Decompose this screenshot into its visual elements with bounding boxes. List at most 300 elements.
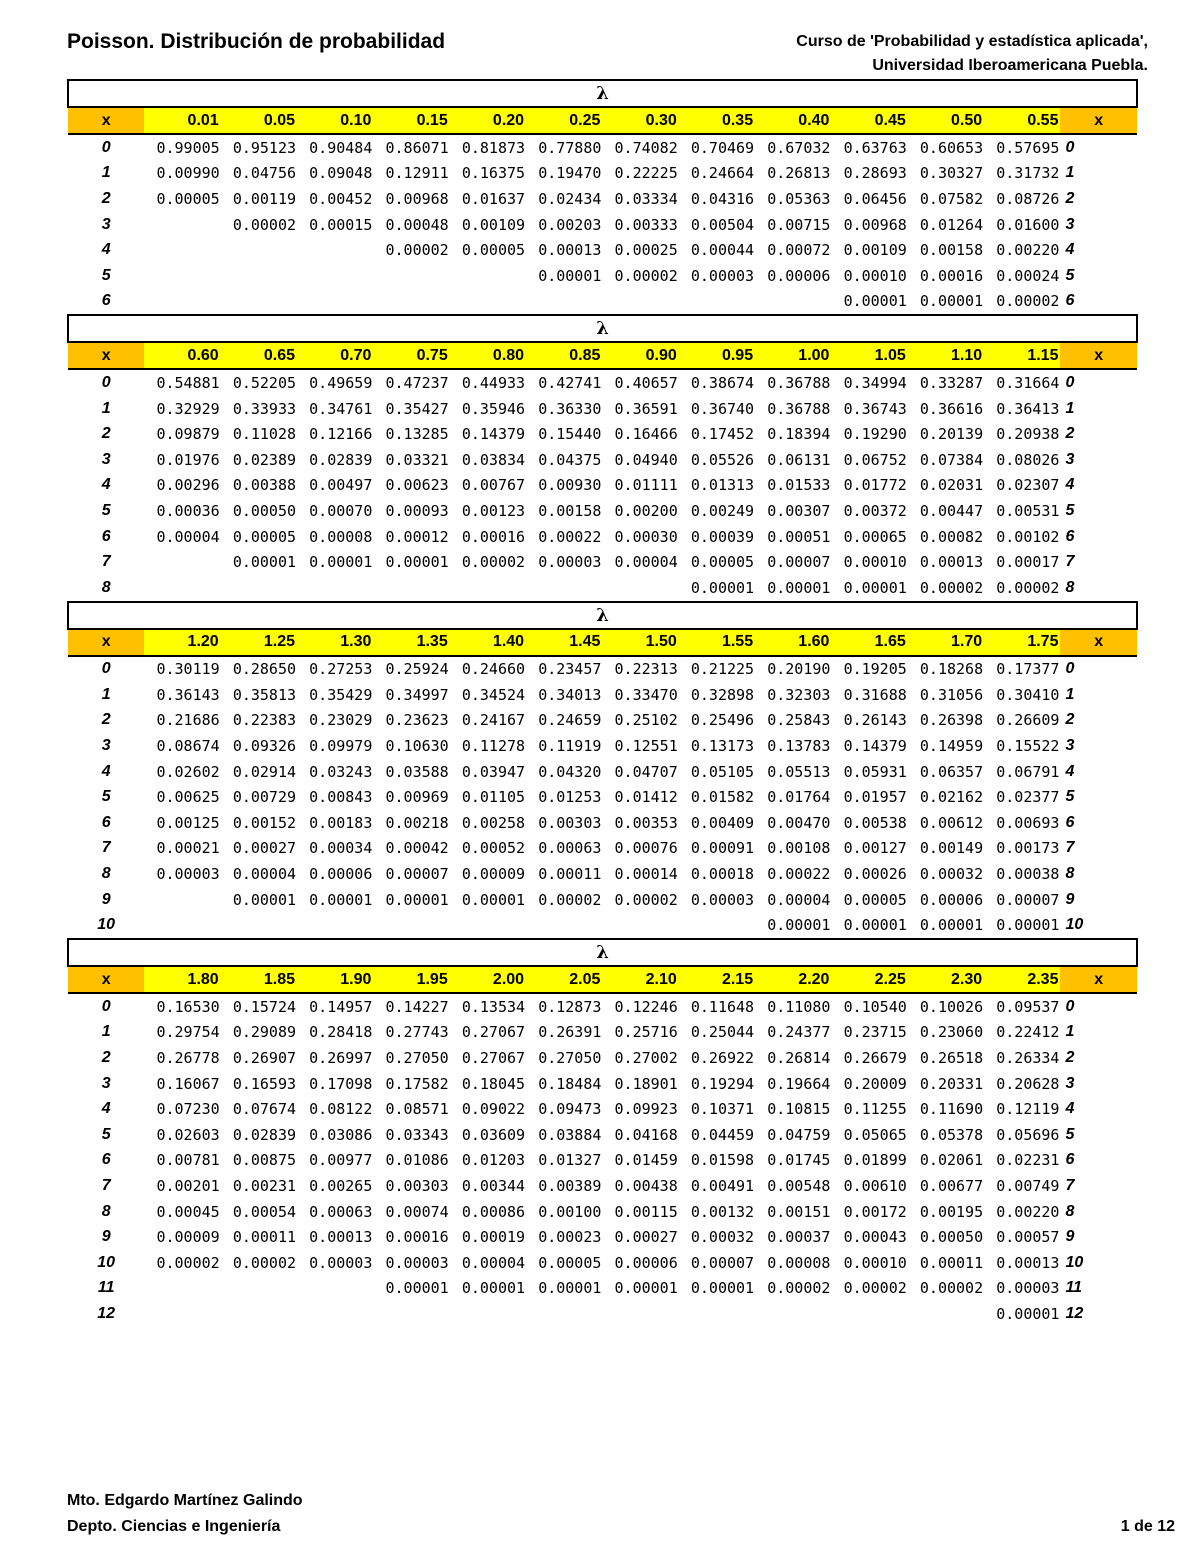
x-value: 9 [101,1228,111,1246]
probability-cell [221,237,297,263]
probability-cell: 0.00091 [690,839,755,858]
probability-cell: 0.00050 [232,501,297,520]
probability-cell: 0.00875 [232,1151,297,1170]
probability-cell: 0.04707 [614,762,678,781]
lambda-value: 0.65 [221,342,297,369]
probability-cell: 0.00008 [309,527,373,546]
probability-cell: 0.16466 [614,425,678,444]
probability-cell: 0.00183 [309,813,373,832]
x-value: 4 [1065,762,1075,780]
x-value: 0 [1065,997,1075,1015]
lambda-value: 1.40 [450,629,526,656]
probability-cell: 0.11648 [690,997,755,1016]
probability-cell: 0.04320 [538,762,602,781]
probability-cell [297,912,373,938]
probability-cell: 0.02602 [156,762,220,781]
probability-cell: 0.00010 [843,553,907,572]
probability-cell: 0.24660 [461,660,526,679]
lambda-value: 1.05 [831,342,907,369]
probability-cell: 0.29089 [232,1023,297,1042]
probability-cell: 0.00538 [843,813,907,832]
poisson-table [67,314,1138,600]
lambda-value: 0.60 [144,342,220,369]
table-row [68,575,1137,601]
probability-cell: 0.00002 [614,890,678,909]
probability-cell: 0.00001 [232,553,297,572]
probability-cell [450,289,526,315]
probability-cell: 0.00019 [461,1228,526,1247]
probability-cell: 0.20190 [767,660,831,679]
probability-cell: 0.00968 [385,189,449,208]
table-row [68,1020,1137,1046]
x-value: 1 [101,1023,111,1041]
probability-cell: 0.12119 [996,1100,1060,1119]
lambda-value: 1.60 [755,629,831,656]
probability-cell: 0.00093 [385,501,449,520]
probability-cell: 0.00491 [690,1176,755,1195]
probability-cell: 0.00007 [385,865,449,884]
probability-cell: 0.00005 [538,1253,602,1272]
probability-cell: 0.00006 [309,865,373,884]
x-value: 2 [1065,189,1075,207]
probability-cell: 0.00007 [767,553,831,572]
probability-cell: 0.09537 [996,997,1060,1016]
probability-cell: 0.81873 [461,138,526,157]
probability-cell: 0.00001 [767,916,831,935]
table-row [68,396,1137,422]
probability-cell: 0.26143 [843,711,907,730]
probability-cell [373,263,449,289]
lambda-value: 2.00 [450,966,526,993]
probability-cell: 0.02389 [232,450,297,469]
probability-cell: 0.00409 [690,813,755,832]
probability-cell: 0.00173 [996,839,1060,858]
probability-cell [144,887,220,913]
probability-cell [526,575,602,601]
probability-cell: 0.00004 [614,553,678,572]
probability-cell: 0.24377 [767,1023,831,1042]
probability-cell: 0.00195 [919,1202,984,1221]
probability-cell: 0.00016 [461,527,526,546]
probability-cell: 0.00109 [843,241,907,260]
lambda-value: 0.80 [450,342,526,369]
probability-cell: 0.00002 [996,578,1060,597]
probability-cell: 0.13534 [461,997,526,1016]
probability-cell [144,1301,220,1327]
probability-cell: 0.36788 [767,399,831,418]
probability-cell: 0.00004 [767,890,831,909]
probability-cell: 0.02839 [232,1125,297,1144]
probability-cell: 0.08674 [156,737,220,756]
probability-cell: 0.12246 [614,997,678,1016]
probability-cell: 0.00074 [385,1202,449,1221]
probability-cell: 0.00039 [690,527,755,546]
lambda-value: 1.00 [755,342,831,369]
table-row [68,134,1137,161]
probability-cell [144,263,220,289]
x-value: 8 [101,1202,111,1220]
probability-cell: 0.00307 [767,501,831,520]
probability-cell: 0.01899 [843,1151,907,1170]
probability-cell [373,912,449,938]
probability-cell: 0.00003 [690,890,755,909]
table-row [68,1199,1137,1225]
probability-cell: 0.00063 [309,1202,373,1221]
probability-cell: 0.00172 [843,1202,907,1221]
probability-cell: 0.22383 [232,711,297,730]
x-value: 6 [1065,292,1075,310]
probability-cell: 0.00715 [767,215,831,234]
lambda-value: 0.40 [755,107,831,134]
x-value: 2 [1065,1049,1075,1067]
page-title: Poisson. Distribución de probabilidad [67,30,446,53]
probability-cell: 0.19290 [843,425,907,444]
probability-cell: 0.00438 [614,1176,678,1195]
lambda-value: 2.10 [602,966,678,993]
probability-cell: 0.00016 [919,266,984,285]
probability-cell [297,575,373,601]
table-row [68,656,1137,683]
probability-cell: 0.03334 [614,189,678,208]
probability-cell: 0.00054 [232,1202,297,1221]
x-value: 7 [1065,553,1075,571]
probability-cell: 0.00034 [309,839,373,858]
probability-cell: 0.00158 [538,501,602,520]
probability-cell: 0.30327 [919,164,984,183]
probability-cell: 0.00032 [690,1228,755,1247]
probability-cell: 0.04375 [538,450,602,469]
probability-cell: 0.04759 [767,1125,831,1144]
probability-cell: 0.44933 [461,373,526,392]
probability-cell: 0.12166 [309,425,373,444]
probability-cell: 0.26679 [843,1049,907,1068]
x-value: 0 [1065,373,1075,391]
x-value: 4 [1065,476,1075,494]
x-value: 1 [1065,685,1075,703]
probability-cell: 0.00044 [690,241,755,260]
probability-cell: 0.28418 [309,1023,373,1042]
table-row [68,289,1137,315]
poisson-table [67,938,1138,1327]
probability-cell: 0.00001 [843,578,907,597]
x-value: 7 [101,1176,111,1194]
probability-cell: 0.16530 [156,997,220,1016]
probability-cell: 0.14959 [919,737,984,756]
probability-cell: 0.00013 [996,1253,1060,1272]
probability-cell [297,289,373,315]
probability-cell: 0.05065 [843,1125,907,1144]
probability-cell: 0.34997 [385,685,449,704]
probability-cell: 0.00009 [156,1228,220,1247]
probability-cell: 0.00017 [996,553,1060,572]
table-row [68,1224,1137,1250]
probability-cell: 0.00001 [690,1279,755,1298]
x-value: 4 [101,241,111,259]
probability-cell: 0.00011 [538,865,602,884]
probability-cell [297,237,373,263]
x-value: 0 [101,997,111,1015]
x-value: 7 [1065,839,1075,857]
x-value: 10 [1065,916,1084,934]
probability-cell: 0.01637 [461,189,526,208]
probability-cell: 0.00729 [232,788,297,807]
lambda-value: 1.85 [221,966,297,993]
x-value: 1 [1065,1023,1075,1041]
lambda-value: 2.35 [984,966,1060,993]
probability-cell: 0.00001 [385,553,449,572]
probability-cell: 0.00003 [309,1253,373,1272]
x-value: 6 [101,1151,111,1169]
probability-cell: 0.00470 [767,813,831,832]
probability-cell: 0.00002 [232,215,297,234]
probability-cell: 0.00002 [919,1279,984,1298]
lambda-header: λ [68,602,1137,629]
probability-cell [526,1301,602,1327]
probability-cell: 0.00086 [461,1202,526,1221]
lambda-value: 1.20 [144,629,220,656]
x-value: 4 [101,1100,111,1118]
probability-cell [221,912,297,938]
probability-cell: 0.05696 [996,1125,1060,1144]
table-row [68,447,1137,473]
table-row [68,993,1137,1020]
probability-cell: 0.00008 [767,1253,831,1272]
x-value: 5 [1065,788,1075,806]
probability-cell: 0.13285 [385,425,449,444]
probability-cell: 0.01105 [461,788,526,807]
table-row [68,759,1137,785]
probability-cell: 0.00001 [919,916,984,935]
probability-cell: 0.00001 [538,266,602,285]
lambda-value: 0.01 [144,107,220,134]
x-value: 4 [1065,1100,1075,1118]
lambda-value: 1.65 [831,629,907,656]
probability-cell: 0.22412 [996,1023,1060,1042]
probability-cell: 0.05931 [843,762,907,781]
probability-cell: 0.07384 [919,450,984,469]
probability-cell [221,1301,297,1327]
probability-cell: 0.01313 [690,476,755,495]
probability-cell: 0.00072 [767,241,831,260]
probability-cell: 0.00102 [996,527,1060,546]
probability-cell: 0.03321 [385,450,449,469]
probability-cell [221,1276,297,1302]
table-row [68,186,1137,212]
probability-cell: 0.00005 [461,241,526,260]
probability-cell: 0.00006 [767,266,831,285]
probability-cell: 0.08122 [309,1100,373,1119]
lambda-value: 0.45 [831,107,907,134]
lambda-header: λ [68,315,1137,342]
x-value: 8 [1065,1202,1075,1220]
table-row [68,524,1137,550]
lambda-value: 0.15 [373,107,449,134]
probability-cell: 0.17582 [385,1074,449,1093]
probability-cell: 0.18268 [919,660,984,679]
probability-cell: 0.20628 [996,1074,1060,1093]
probability-cell: 0.99005 [156,138,220,157]
probability-cell: 0.22225 [614,164,678,183]
probability-cell: 0.20009 [843,1074,907,1093]
x-value: 3 [1065,450,1075,468]
probability-cell: 0.08026 [996,450,1060,469]
probability-cell: 0.00002 [843,1279,907,1298]
probability-cell: 0.05378 [919,1125,984,1144]
table-row [68,784,1137,810]
probability-cell: 0.00025 [614,241,678,260]
probability-cell: 0.04168 [614,1125,678,1144]
probability-cell: 0.00123 [461,501,526,520]
probability-cell: 0.00052 [461,839,526,858]
probability-cell: 0.00108 [767,839,831,858]
x-value: 10 [1065,1253,1084,1271]
probability-cell: 0.00004 [156,527,220,546]
lambda-value: 1.10 [908,342,984,369]
probability-cell: 0.02231 [996,1151,1060,1170]
probability-cell: 0.00032 [919,865,984,884]
probability-cell: 0.00013 [538,241,602,260]
probability-cell: 0.00303 [538,813,602,832]
probability-cell [221,575,297,601]
probability-cell: 0.00022 [538,527,602,546]
probability-cell [450,1301,526,1327]
probability-cell: 0.02839 [309,450,373,469]
probability-cell: 0.00447 [919,501,984,520]
probability-cell: 0.00201 [156,1176,220,1195]
probability-cell: 0.00265 [309,1176,373,1195]
x-value: 3 [1065,737,1075,755]
probability-cell: 0.00005 [843,890,907,909]
probability-cell: 0.00001 [767,578,831,597]
x-value: 5 [101,788,111,806]
lambda-value: 0.05 [221,107,297,134]
probability-cell: 0.04756 [232,164,297,183]
probability-cell: 0.01764 [767,788,831,807]
x-header: x [68,629,144,656]
probability-cell: 0.35946 [461,399,526,418]
probability-cell [755,1301,831,1327]
x-value: 8 [101,578,111,596]
probability-cell: 0.00012 [385,527,449,546]
probability-cell: 0.49659 [309,373,373,392]
probability-cell: 0.10815 [767,1100,831,1119]
x-value: 3 [101,450,111,468]
x-value: 3 [101,737,111,755]
probability-cell: 0.32898 [690,685,755,704]
probability-cell: 0.23623 [385,711,449,730]
probability-cell: 0.26922 [690,1049,755,1068]
probability-cell: 0.00010 [843,1253,907,1272]
x-value: 7 [101,553,111,571]
lambda-value: 0.85 [526,342,602,369]
probability-cell: 0.00048 [385,215,449,234]
probability-cell: 0.00005 [232,527,297,546]
probability-cell [221,263,297,289]
probability-cell: 0.00001 [919,292,984,311]
probability-cell: 0.03086 [309,1125,373,1144]
probability-cell: 0.36616 [919,399,984,418]
probability-cell: 0.54881 [156,373,220,392]
probability-cell: 0.00002 [614,266,678,285]
probability-cell: 0.17452 [690,425,755,444]
x-value: 10 [97,916,116,934]
probability-cell: 0.00013 [919,553,984,572]
probability-cell: 0.00065 [843,527,907,546]
x-value: 4 [101,476,111,494]
probability-cell: 0.00218 [385,813,449,832]
probability-cell: 0.00303 [385,1176,449,1195]
probability-cell: 0.00027 [232,839,297,858]
table-row [68,1071,1137,1097]
probability-cell [373,575,449,601]
probability-cell: 0.00452 [309,189,373,208]
table-row [68,421,1137,447]
probability-cell: 0.00548 [767,1176,831,1195]
probability-cell: 0.02307 [996,476,1060,495]
page-number: 1 de 12 [1120,1518,1175,1535]
probability-cell: 0.00296 [156,476,220,495]
probability-cell: 0.08571 [385,1100,449,1119]
course-name: Curso de 'Probabilidad y estadística aplicada', [796,33,1148,50]
probability-cell: 0.26907 [232,1049,297,1068]
probability-cell: 0.33933 [232,399,297,418]
table-row [68,237,1137,263]
probability-cell: 0.23457 [538,660,602,679]
probability-cell: 0.02031 [919,476,984,495]
table-row [68,1148,1137,1174]
probability-cell: 0.20938 [996,425,1060,444]
probability-cell: 0.25716 [614,1023,678,1042]
x-value: 9 [101,890,111,908]
probability-cell: 0.00333 [614,215,678,234]
x-value: 6 [1065,813,1075,831]
probability-cell: 0.00021 [156,839,220,858]
probability-cell: 0.00030 [614,527,678,546]
probability-cell: 0.00372 [843,501,907,520]
x-value: 8 [1065,578,1075,596]
probability-cell: 0.29754 [156,1023,220,1042]
probability-cell: 0.00001 [309,890,373,909]
probability-cell: 0.01582 [690,788,755,807]
probability-cell: 0.60653 [919,138,984,157]
x-value: 10 [97,1253,116,1271]
probability-cell: 0.00002 [232,1253,297,1272]
probability-cell: 0.00057 [996,1228,1060,1247]
probability-cell: 0.00119 [232,189,297,208]
probability-cell: 0.24167 [461,711,526,730]
x-value: 2 [101,711,111,729]
x-header: x [68,342,144,369]
probability-cell: 0.00231 [232,1176,297,1195]
probability-cell: 0.36743 [843,399,907,418]
probability-cell: 0.15724 [232,997,297,1016]
probability-cell [602,1301,678,1327]
probability-cell: 0.19470 [538,164,602,183]
university-name: Universidad Iberoamericana Puebla. [872,57,1148,74]
probability-cell: 0.00497 [309,476,373,495]
probability-cell [373,289,449,315]
probability-cell: 0.18394 [767,425,831,444]
probability-cell: 0.00990 [156,164,220,183]
probability-cell: 0.25102 [614,711,678,730]
probability-cell: 0.09022 [461,1100,526,1119]
probability-cell: 0.11080 [767,997,831,1016]
probability-cell: 0.00070 [309,501,373,520]
probability-cell [450,263,526,289]
probability-cell: 0.00220 [996,1202,1060,1221]
probability-cell: 0.00007 [690,1253,755,1272]
probability-cell: 0.34994 [843,373,907,392]
